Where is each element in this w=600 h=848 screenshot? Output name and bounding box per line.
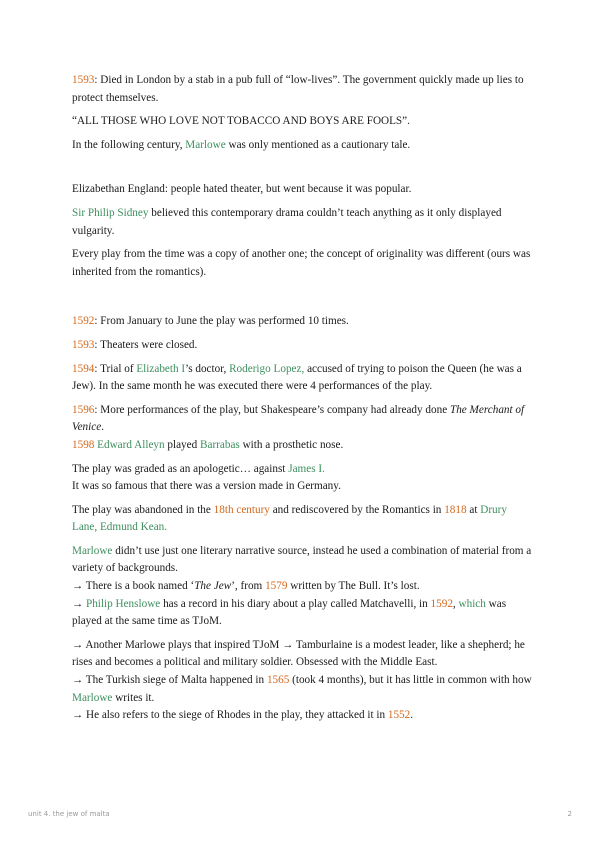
paragraph bbox=[72, 72, 532, 107]
text-run: writes it. bbox=[112, 691, 155, 704]
paragraph bbox=[72, 502, 532, 537]
section-gap bbox=[72, 287, 532, 313]
name-highlight: Marlowe bbox=[185, 138, 226, 151]
date-highlight: 1818 bbox=[444, 503, 467, 516]
footer-title: unit 4. the jew of malta bbox=[28, 810, 110, 818]
name-highlight: Barrabas bbox=[200, 438, 240, 451]
text-run: (took 4 months), but it has little in common with how bbox=[289, 674, 532, 687]
text-run: → There is a book named ‘ bbox=[72, 580, 195, 593]
paragraph bbox=[72, 543, 532, 631]
text-run: didn’t use just one literary narrative source, instead he used a combination of material from a variety of backgrounds. bbox=[72, 544, 532, 575]
name-highlight: Roderigo Lopez, bbox=[229, 362, 305, 375]
text-run: In the following century, bbox=[72, 138, 186, 151]
paragraph bbox=[72, 181, 532, 199]
name-highlight: Elizabeth I bbox=[136, 362, 186, 375]
text-run: . bbox=[410, 709, 414, 722]
paragraph bbox=[72, 402, 532, 455]
text-run: believed this contemporary drama couldn’t teach anything as it only displayed vulgarity. bbox=[72, 206, 502, 237]
text-run: It was so famous that there was a version made in Germany. bbox=[72, 480, 341, 493]
date-highlight: 1593 bbox=[72, 338, 95, 351]
name-highlight: Drury Lane, Edmund Kean. bbox=[72, 503, 507, 534]
text-run: with a prosthetic nose. bbox=[239, 438, 344, 451]
text-run: played bbox=[164, 438, 201, 451]
date-highlight: 1552 bbox=[387, 709, 411, 722]
paragraph bbox=[72, 246, 532, 281]
italic-title: The Merchant of Venice bbox=[72, 403, 525, 434]
paragraph bbox=[72, 313, 532, 331]
text-run: at bbox=[466, 503, 481, 516]
paragraph bbox=[72, 461, 532, 496]
text-run: → The Turkish siege of Malta happened in bbox=[72, 674, 267, 687]
date-highlight: 1598 bbox=[72, 438, 98, 451]
text-run: : More performances of the play, but Shakespeare’s company had already done bbox=[94, 403, 450, 416]
text-run: The play was abandoned in the bbox=[72, 503, 214, 516]
text-run: has a record in his diary about a play called Matchavelli, in bbox=[160, 597, 431, 610]
text-run: accused of trying to poison the Queen (he was a Jew). In the same month he was executed there were 4 performances of the play. bbox=[72, 362, 522, 393]
text-run: ’s doctor, bbox=[185, 362, 230, 375]
text-run: → He also refers to the siege of Rhodes in the play, they attacked it in bbox=[72, 709, 388, 722]
name-highlight: James I. bbox=[288, 462, 325, 475]
date-highlight: 1579 bbox=[265, 580, 288, 593]
name-highlight: Marlowe bbox=[72, 691, 113, 704]
text-run: Every play from the time was a copy of another one; the concept of originality was different (ours was inherited from the romantics). bbox=[72, 248, 531, 278]
date-highlight: 18th century bbox=[213, 503, 270, 516]
text-run: , bbox=[452, 597, 459, 610]
italic-title: The Jew bbox=[194, 580, 232, 593]
text-run: : Died in London by a stab in a pub full of “low-lives”. The government quickly made up lies to protect themselves. bbox=[72, 74, 524, 104]
paragraph bbox=[72, 137, 532, 155]
date-highlight: 1596 bbox=[72, 403, 95, 416]
text-run: Elizabethan England: people hated theater, but went because it was popular. bbox=[72, 183, 412, 196]
section-gap bbox=[72, 160, 532, 181]
text-run: written by The Bull. It’s lost. bbox=[287, 580, 420, 593]
text-run: → Another Marlowe plays that inspired TJoM → Tamburlaine is a modest leader, like a shepherd; he rises and becomes a political and military soldier. Obsessed with the Middle East. bbox=[72, 638, 525, 669]
text-run: The play was graded as an apologetic… against bbox=[72, 462, 289, 475]
text-run: was only mentioned as a cautionary tale. bbox=[225, 138, 411, 151]
name-highlight: Sir Philip Sidney bbox=[72, 206, 149, 219]
date-highlight: 1594 bbox=[72, 362, 95, 375]
page-number: 2 bbox=[567, 810, 572, 818]
date-highlight: 1592 bbox=[72, 315, 95, 328]
name-highlight: Edward Alleyn bbox=[97, 438, 165, 451]
text-run: → bbox=[72, 597, 86, 610]
name-highlight: Philip Henslowe bbox=[85, 597, 161, 610]
paragraph bbox=[72, 113, 532, 131]
text-run: : From January to June the play was performed 10 times. bbox=[94, 315, 349, 328]
paragraph bbox=[72, 637, 532, 725]
text-run: : Theaters were closed. bbox=[94, 338, 198, 351]
name-highlight: which bbox=[458, 597, 486, 610]
page-footer bbox=[28, 810, 572, 818]
text-run: . bbox=[101, 421, 104, 434]
paragraph bbox=[72, 361, 532, 396]
text-run: “ALL THOSE WHO LOVE NOT TOBACCO AND BOYS ARE FOOLS”. bbox=[72, 115, 410, 128]
page-body bbox=[72, 72, 532, 731]
date-highlight: 1565 bbox=[266, 674, 290, 687]
date-highlight: 1592 bbox=[430, 597, 453, 610]
name-highlight: Marlowe bbox=[72, 544, 113, 557]
text-run: and rediscovered by the Romantics in bbox=[269, 503, 445, 516]
text-run: : Trial of bbox=[94, 362, 137, 375]
paragraph bbox=[72, 205, 532, 240]
date-highlight: 1593 bbox=[72, 74, 95, 86]
text-run: ’, from bbox=[231, 580, 266, 593]
text-run: was played at the same time as TJoM. bbox=[72, 597, 507, 628]
paragraph bbox=[72, 337, 532, 355]
